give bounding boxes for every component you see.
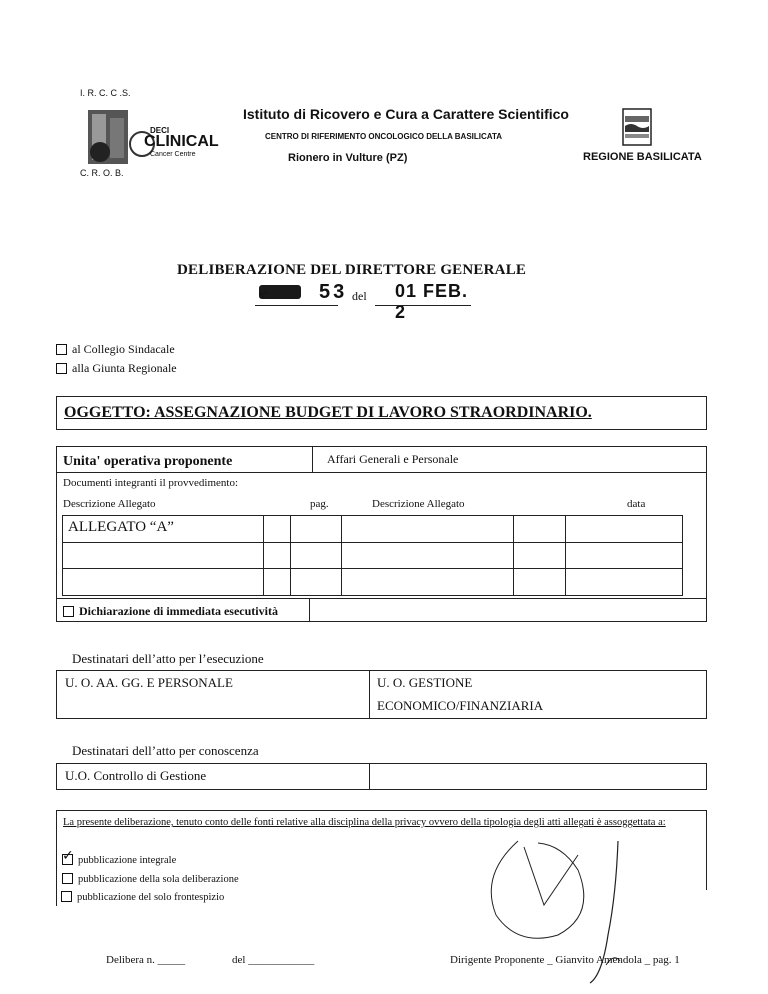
clinical-logo xyxy=(78,110,228,166)
irccs-label: I. R. C. C .S. xyxy=(80,88,131,98)
center-name: CENTRO DI RIFERIMENTO ONCOLOGICO DELLA BASILICATA xyxy=(265,132,503,141)
logo-text-main: CLINICAL xyxy=(144,133,219,150)
esecuzione-box xyxy=(56,670,707,719)
oggetto-box xyxy=(56,396,707,430)
oggetto-text: OGGETTO: ASSEGNAZIONE BUDGET DI LAVORO STRAORDINARIO. xyxy=(64,404,592,421)
collegio-checkbox[interactable] xyxy=(56,344,67,355)
col-desc-header: Descrizione Allegato xyxy=(63,498,156,510)
deliberation-number-line xyxy=(255,281,475,322)
integrale-label: pubblicazione integrale xyxy=(78,855,177,866)
option-sola-deliberazione[interactable] xyxy=(62,874,239,885)
esecuzione-right-line1: U. O. GESTIONE xyxy=(377,675,473,690)
esecuzione-label: Destinatari dell’atto per l’esecuzione xyxy=(72,651,264,666)
integrale-checkbox[interactable] xyxy=(62,854,73,865)
region-emblem-icon xyxy=(622,108,652,148)
giunta-label: alla Giunta Regionale xyxy=(72,361,177,375)
document-title: DELIBERAZIONE DEL DIRETTORE GENERALE xyxy=(177,262,527,278)
esecuzione-left: U. O. AA. GG. E PERSONALE xyxy=(65,675,233,690)
giunta-checkbox[interactable] xyxy=(56,363,67,374)
dichiarazione-item[interactable] xyxy=(63,604,278,619)
footer-delibera: Delibera n. _____ xyxy=(106,954,186,966)
attachments-table xyxy=(62,515,683,596)
region-emblem xyxy=(622,108,652,148)
conoscenza-label: Destinatari dell’atto per conoscenza xyxy=(72,743,259,758)
option-integrale[interactable] xyxy=(62,855,176,866)
unita-label: Unita' operativa proponente xyxy=(63,454,233,469)
recipient-giunta[interactable] xyxy=(56,361,177,376)
unita-value: Affari Generali e Personale xyxy=(327,452,459,466)
number-prefix: n° xyxy=(259,290,268,301)
unita-box xyxy=(56,446,707,622)
frontespizio-label: pubblicazione del solo frontespizio xyxy=(77,892,225,903)
frontespizio-checkbox[interactable] xyxy=(61,891,72,902)
institute-title: Istituto di Ricovero e Cura a Carattere Scientifico xyxy=(243,106,569,122)
esecuzione-right-line2: ECONOMICO/FINANZIARIA xyxy=(377,698,544,713)
col-desc2-header: Descrizione Allegato xyxy=(372,498,465,510)
col-pag-header: pag. xyxy=(310,498,329,510)
logo-text-sub: Cancer Centre xyxy=(150,151,196,158)
dichiarazione-checkbox[interactable] xyxy=(63,606,74,617)
footer-dirigente: Dirigente Proponente _ Gianvito Amendola _ pag. 1 xyxy=(450,954,680,966)
location: Rionero in Vulture (PZ) xyxy=(288,152,408,164)
privacy-text: La presente deliberazione, tenuto conto delle fonti relative alla disciplina della privacy ovvero della tipologia degli atti allegati è assoggettata a: xyxy=(63,817,666,828)
del-label: del xyxy=(352,289,367,303)
logo-text-top: DECI xyxy=(150,126,170,135)
deliberation-number: 53 xyxy=(319,281,348,303)
conoscenza-box xyxy=(56,763,707,790)
footer-del: del ____________ xyxy=(232,954,315,966)
sola-deliberazione-checkbox[interactable] xyxy=(62,873,73,884)
sola-deliberazione-label: pubblicazione della sola deliberazione xyxy=(78,874,239,885)
col-data-header: data xyxy=(627,498,646,510)
option-frontespizio[interactable] xyxy=(61,892,224,903)
allegato-a: ALLEGATO “A” xyxy=(68,519,174,535)
dichiarazione-label: Dichiarazione di immediata esecutività xyxy=(79,604,278,618)
crob-label: C. R. O. B. xyxy=(80,168,124,178)
collegio-label: al Collegio Sindacale xyxy=(72,342,175,356)
deliberation-date: 01 FEB. 2 xyxy=(395,281,469,322)
region-label: REGIONE BASILICATA xyxy=(583,151,702,163)
documents-label: Documenti integranti il provvedimento: xyxy=(63,477,239,489)
recipient-collegio[interactable] xyxy=(56,342,175,357)
conoscenza-left: U.O. Controllo di Gestione xyxy=(65,768,207,783)
